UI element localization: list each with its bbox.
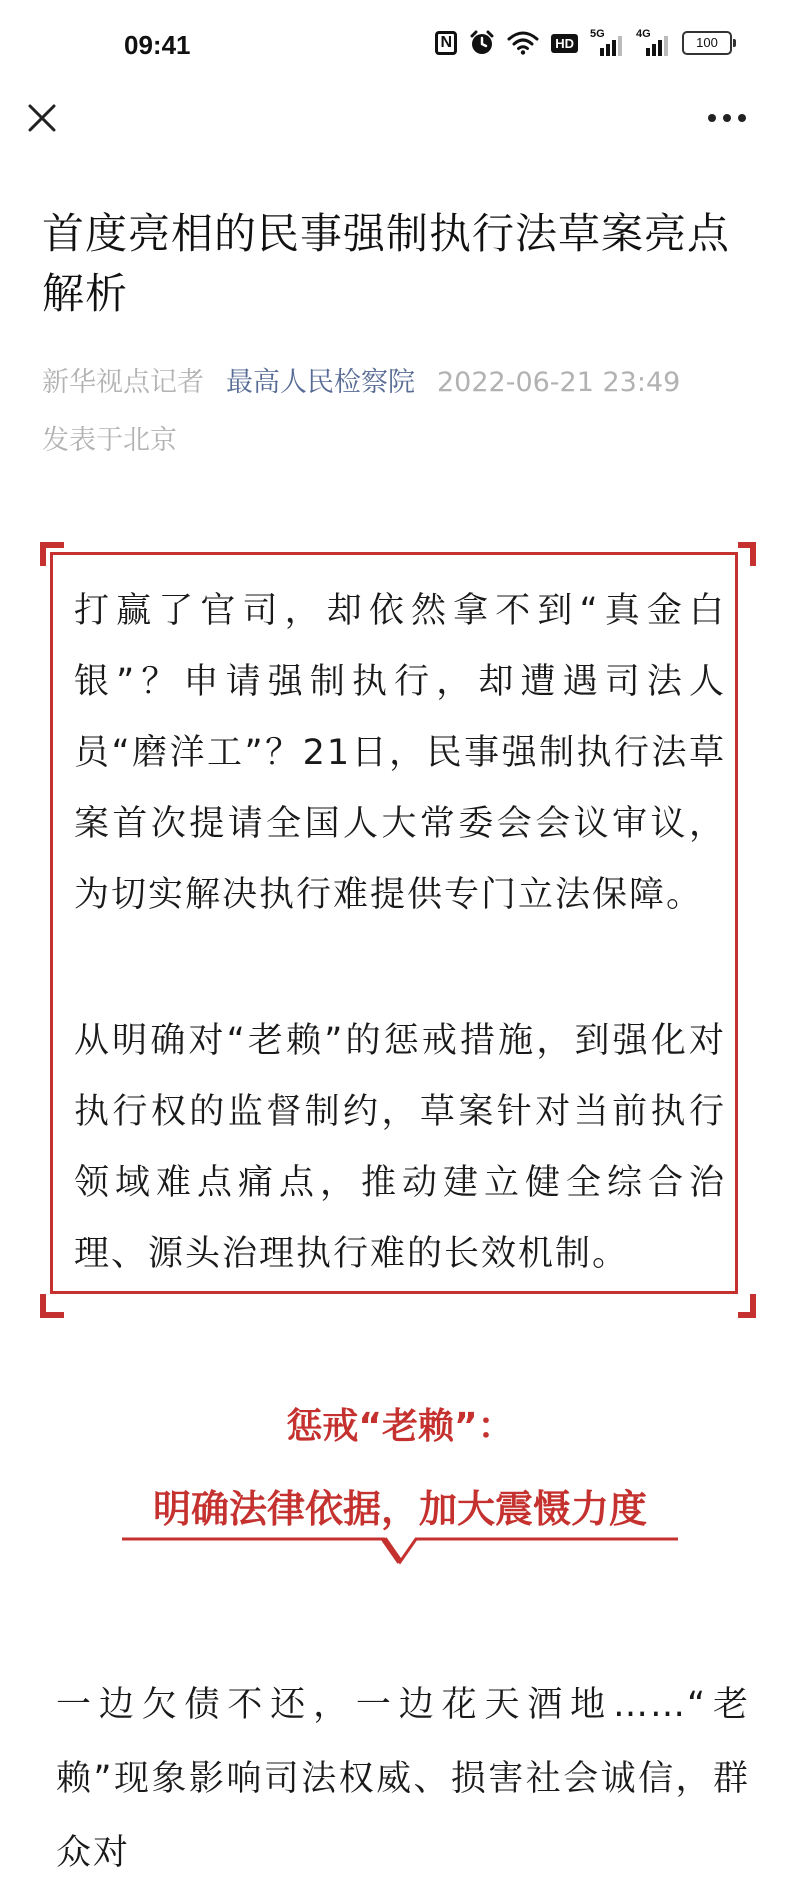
status-icons — [435, 30, 732, 56]
frame-corner — [40, 542, 64, 566]
battery-icon: 100 — [682, 31, 732, 55]
more-dot — [723, 114, 731, 122]
status-bar — [0, 0, 800, 90]
intro-paragraph-1: 打赢了官司，却依然拿不到“真金白银”？申请强制执行，却遭遇司法人员“磨洋工”？21日，民事强制执行法草案首次提请全国人大常委会会议审议，为切实解决执行难提供专门立法保障。 — [74, 591, 726, 915]
signal-5g-label: 5G — [590, 28, 605, 40]
section-title-line-2: 明确法律依据，加大震慑力度 — [152, 1487, 647, 1531]
signal-4g-label: 4G — [636, 28, 651, 40]
body-paragraph-1: 一边欠债不还，一边花天酒地……“老赖”现象影响司法权威、损害社会诚信，群众对 — [56, 1685, 750, 1873]
more-dot — [738, 114, 746, 122]
status-time: 09:41 — [124, 30, 191, 60]
publish-date: 2022-06-21 23:49 — [437, 367, 681, 398]
section-title-line-1: 惩戒“老赖”： — [286, 1406, 514, 1447]
intro-paragraph-2: 从明确对“老赖”的惩戒措施，到强化对执行权的监督制约，草案针对当前执行领域难点痛点，推动建立健全综合治理、源头治理执行难的长效机制。 — [74, 1021, 726, 1274]
signal-4g-icon — [636, 30, 670, 56]
publish-location: 发表于北京 — [42, 425, 177, 456]
article-title: 首度亮相的民事强制执行法草案亮点解析 — [42, 209, 731, 318]
article-author: 新华视点记者 — [42, 367, 204, 398]
signal-5g-icon — [590, 30, 624, 56]
section-underline-decoration — [122, 1536, 678, 1578]
frame-corner — [738, 542, 756, 566]
frame-corner — [40, 1294, 64, 1318]
close-icon — [24, 100, 60, 136]
hd-icon: HD — [551, 34, 578, 53]
account-name-link[interactable]: 最高人民检察院 — [226, 367, 415, 398]
nfc-icon: N — [435, 31, 457, 55]
more-options-button[interactable] — [708, 108, 750, 128]
close-button[interactable] — [24, 100, 60, 136]
article-meta — [42, 354, 762, 470]
alarm-icon — [469, 30, 495, 56]
frame-corner — [738, 1294, 756, 1318]
wifi-icon — [507, 31, 539, 55]
more-dot — [708, 114, 716, 122]
